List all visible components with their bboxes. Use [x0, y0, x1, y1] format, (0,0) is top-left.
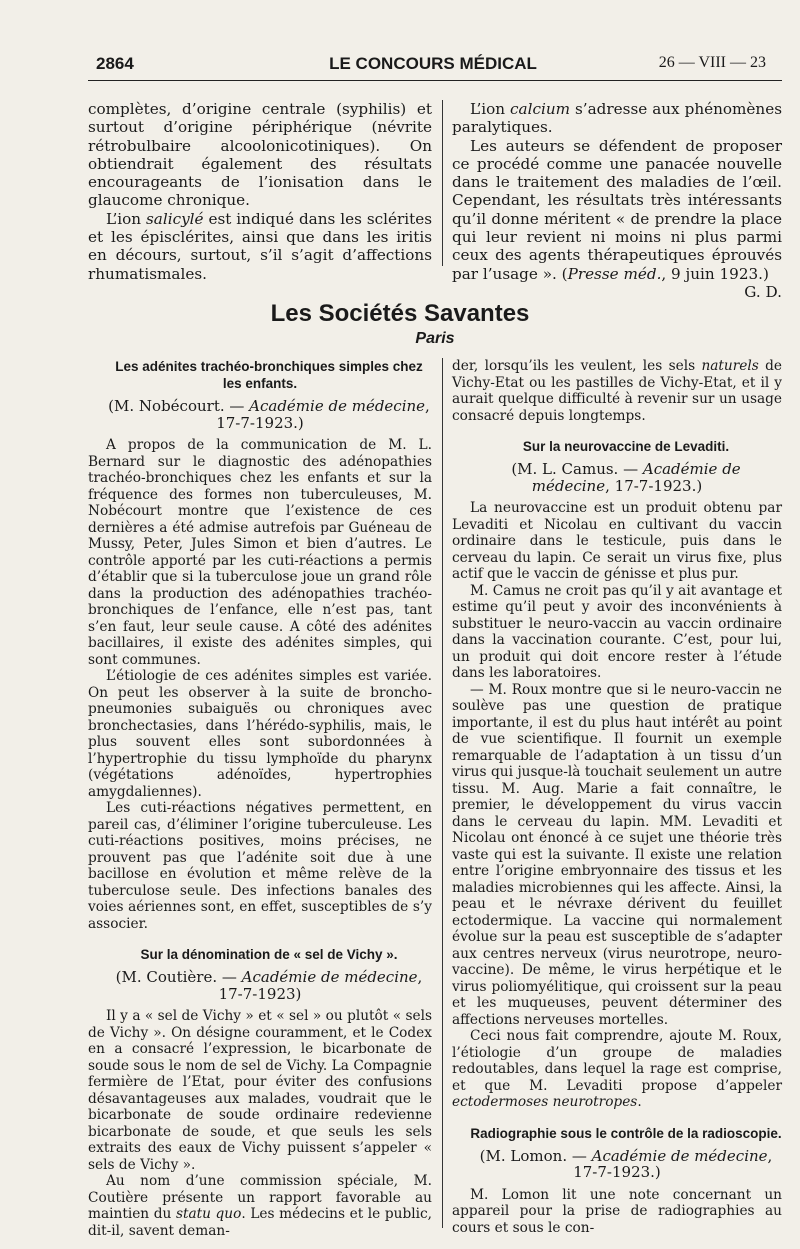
paragraph: complètes, d’origine centrale (syphilis) et surtout d’origine périphérique (névrite rétrobulbaire alcoolonicotiniques). On obtiendrait également des résultats encourageants de l’ionisation dans le glaucome chronique.: [88, 100, 432, 210]
source: Académie de médecine: [241, 968, 418, 986]
paragraph: M. Lomon lit une note concernant un appareil pour la prise de radiographies au cours et sous le con-: [452, 1186, 782, 1236]
page-header: [96, 54, 770, 80]
text-run: Ceci nous fait comprendre, ajoute M. Roux, l’étiologie d’un groupe de maladies redoutables, dans lequel la rage est comprise, et que M. Levaditi propose d’appeler: [452, 1028, 782, 1094]
text-run: Au nom d’une commission spéciale, M. Coutière présente un rapport favorable au maintien du: [88, 1173, 432, 1222]
date: , 17-7-1923.): [605, 476, 703, 495]
source: Académie de médecine: [249, 397, 426, 415]
date: , 17-7-1923): [218, 968, 423, 1003]
section-title: Les Sociétés Savantes: [270, 300, 530, 327]
paragraph: [452, 100, 782, 137]
text-run: est indiqué dans les sclérites et les épisclérites, ainsi que dans les iritis en décours, surtout, s’il s’agit d’affections rhumatismales.: [88, 209, 432, 283]
text-run-italic: salicylé: [146, 209, 204, 228]
paragraph: [452, 137, 782, 283]
article-meta: [88, 398, 432, 431]
text-run-italic: ectodermoses neurotropes: [452, 1094, 638, 1110]
top-left-column: [88, 100, 432, 283]
author: (M. Coutière. —: [115, 968, 242, 986]
page-number: 2864: [96, 54, 134, 73]
author: (M. Lomon. —: [479, 1146, 592, 1165]
paragraph: La neurovaccine est un produit obtenu par Levaditi et Nicolau en cultivant du vaccin ordinaire dans le testicule, puis dans le cerveau du lapin. Ce serait un virus fixe, plus actif que le vaccin de génisse et plus pur.: [452, 500, 782, 582]
source: Académie de médecine: [591, 1146, 768, 1165]
date: , 17-7-1923.): [216, 397, 430, 432]
paragraph: Les cuti-réactions négatives permettent, en pareil cas, d’éliminer l’origine tuberculeuse. Les cuti-réactions positives, moins précises, ne prouvent pas que l’adénite soit due à une bacillose en évolution et même relève de la tuberculose seule. Des infections banales des voies aériennes sont, en effet, susceptibles de s’y associer.: [88, 800, 432, 932]
text-run-italic: naturels: [701, 358, 759, 374]
text-run: L’ion: [470, 100, 511, 118]
paragraph: — M. Roux montre que si le neuro-vaccin ne soulève pas une question de pratique importante, il est du plus haut intérêt au point de vue scientifique. Il fournit un exemple remarquable de l’adaptation à un tissu d’un virus qui jusque-là touchait seulement un autre tissu. M. Aug. Marie a fait connaître, le premier, le développement du virus vaccin dans le cerveau du lapin. MM. Levaditi et Nicolau ont énoncé à ce sujet une théorie très vaste qui est la suivante. Il existe une relation entre l’origine embryonnaire des tissus et les maladies microbiennes qui les affecte. Ainsi, la peau et le névraxe dérivent du feuillet ectodermique. La vaccine qui normalement évolue sur la peau est susceptible de s’adapter aux centres nerveux (virus neurotrope, neuro-vaccine). De même, le virus herpétique et le virus poliomyélitique, qui croissent sur la peau et les muqueuses, peuvent déterminer des affections nerveuses mortelles.: [452, 681, 782, 1028]
top-right-column: [452, 100, 782, 301]
bottom-right-column: [452, 358, 782, 1236]
article-title: Les adénites trachéo-bronchiques simples chez les enfants.: [115, 359, 423, 391]
issue-date: 26 — VIII — 23: [658, 54, 766, 71]
paragraph: [88, 1173, 432, 1239]
author: (M. L. Camus. —: [511, 460, 643, 478]
section-subtitle: Paris: [415, 330, 455, 347]
text-run: de Vichy-Etat ou les pastilles de Vichy-Etat, et il y aurait quelque difficulté à revenir sur un usage consacré depuis longtemps.: [452, 358, 782, 424]
article-title: Sur la neurovaccine de Levaditi.: [522, 439, 730, 454]
article-meta: [452, 461, 782, 494]
bottom-left-column: [88, 358, 432, 1239]
text-run: L’ion: [106, 209, 147, 228]
article-title: Sur la dénomination de « sel de Vichy ».: [140, 947, 398, 962]
paragraph: [452, 358, 782, 424]
signature: G. D.: [744, 282, 782, 301]
paragraph: L’étiologie de ces adénites simples est variée. On peut les observer à la suite de broncho-pneumonies subaiguës ou chroniques avec bronchectasies, dans l’hérédo-syphilis, mais, le plus souvent elles sont subordonnées à l’hypertrophie du tissu lymphoïde du pharynx (végétations adénoïdes, hypertrophies amygdaliennes).: [88, 668, 432, 800]
article-meta: [452, 1148, 782, 1181]
article-title: Radiographie sous le contrôle de la radioscopie.: [470, 1125, 782, 1141]
text-run: der, lorsqu’ils les veulent, les sels: [452, 358, 702, 374]
text-run: s’adresse aux phénomènes paralytiques.: [452, 100, 782, 137]
citation: Presse méd.: [567, 264, 662, 283]
paragraph: [452, 1028, 782, 1111]
source: Académie de médecine: [531, 460, 741, 495]
header-rule: [88, 80, 782, 81]
text-run: . Les médecins et le public, dit-il, savent deman-: [88, 1206, 433, 1239]
paragraph: A propos de la communication de M. L. Bernard sur le diagnostic des adénopathies trachéo-bronchiques chez les enfants et sur la fréquence des formes non tuberculeuses, M. Nobécourt montre que l’existence de ces dernières a été admise autrefois par Guéneau de Mussy, Peter, Jules Simon et bien d’autres. Le contrôle apporté par les cuti-réactions a permis d’établir que si la tuberculose joue un grand rôle dans la production des adénopathies trachéo-bronchiques de l’enfance, elle n’est pas, tant s’en faut, leur seule cause. A côté des adénites bacillaires, il existe des adénites simples, qui sont communes.: [88, 437, 432, 668]
text-run: .: [637, 1094, 642, 1110]
author: (M. Nobécourt. —: [108, 397, 250, 415]
column-rule: [442, 358, 443, 1228]
text-run-italic: calcium: [510, 100, 571, 118]
text-run: , 9 juin 1923.): [661, 264, 769, 283]
column-rule: [442, 100, 443, 266]
journal-title: LE CONCOURS MÉDICAL: [329, 54, 537, 73]
paragraph: Il y a « sel de Vichy » et « sel » ou plutôt « sels de Vichy ». On désigne couramment, et le Codex en a consacré l’expression, le bicarbonate de soude sous le nom de sel de Vichy. La Compagnie fermière de l’Etat, pour éviter des confusions désavantageuses aux malades, voudrait que le bicarbonate de soude ordinaire redevienne bicarbonate de soude, et que seuls les sels extraits des eaux de Vichy puissent s’appeler « sels de Vichy ».: [88, 1008, 432, 1173]
article-meta: [88, 969, 432, 1002]
paragraph: [88, 210, 432, 283]
date: , 17-7-1923.): [573, 1146, 773, 1181]
text-run-italic: statu quo: [175, 1206, 242, 1222]
text-run: Les auteurs se défendent de proposer ce procédé comme une panacée nouvelle dans le traitement des maladies de l’œil. Cependant, les résultats très intéressants qu’il donne méritent « de prendre la place qui leur revient ni moins ni plus parmi ceux des agents thérapeutiques éprouvés par l’usage ». (: [452, 136, 782, 283]
paragraph: M. Camus ne croit pas qu’il y ait avantage et estime qu’il peut y avoir des inconvénients à substituer le neuro-vaccin au vaccin ordinaire dans la vaccination courante. C’est, pour lui, un produit qui doit encore rester à l’étude dans les laboratoires.: [452, 582, 782, 681]
